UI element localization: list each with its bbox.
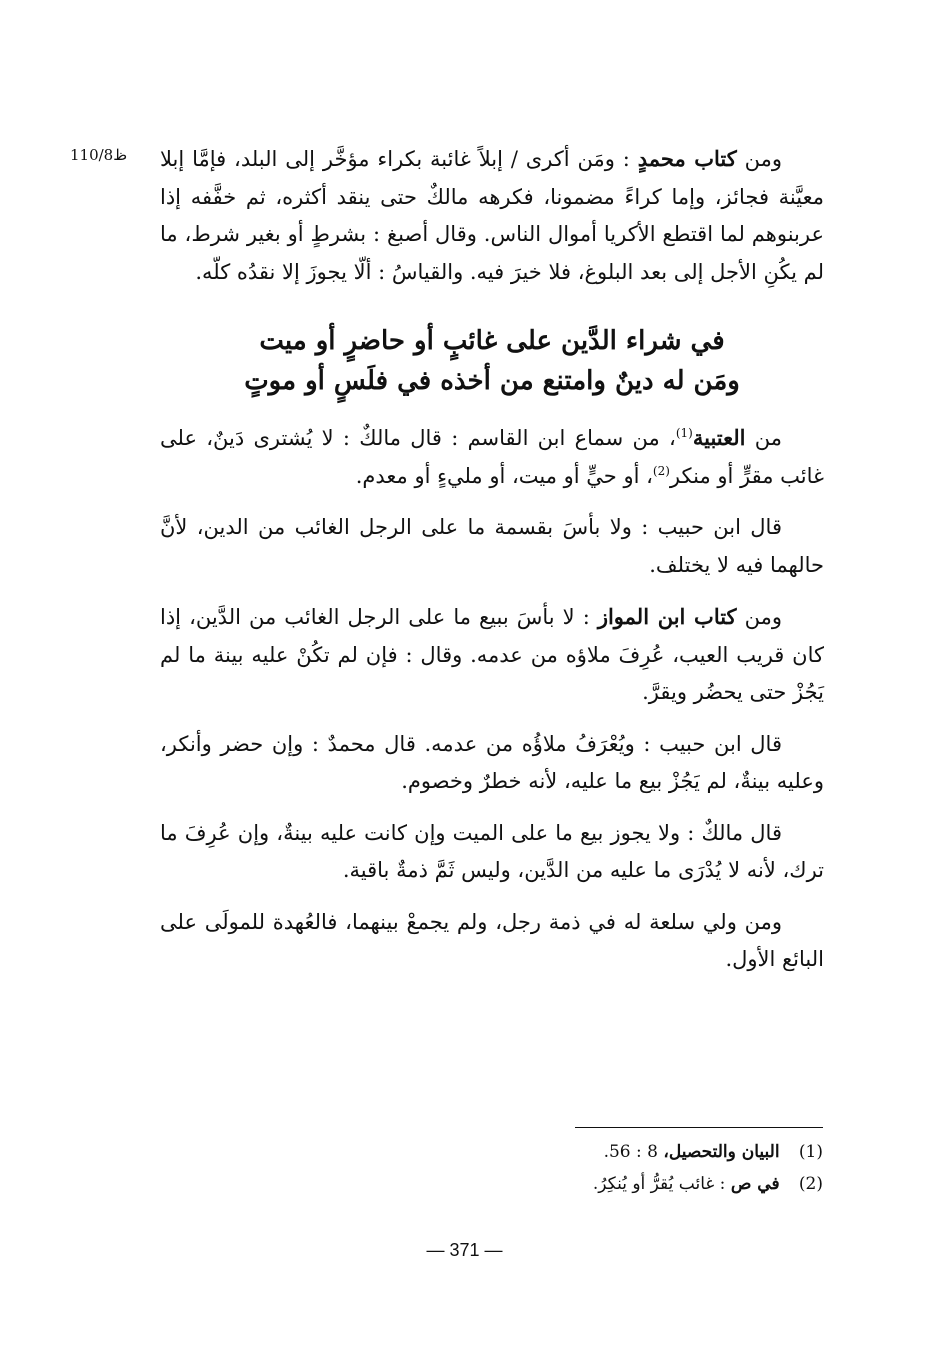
para3-text: : لا بأسَ ببيع ما على الرجل الغائب من الدَّين، إذا كان قريب العيب، عُرِفَ ملاؤه من عدمه. وقال : فإن لم تكُنْ عليه بينة ما لم يَجُزْ حتى يحضُر ويقرَّ. <box>160 605 824 704</box>
para1-source: العتبية <box>692 425 746 450</box>
paragraph-3 <box>160 598 824 712</box>
footnote-1-text: 8 : 56. <box>603 1142 664 1162</box>
main-text <box>160 140 824 993</box>
para1-text-a: ، من سماع ابن القاسم : قال مالكٌ : لا يُشترى دَينٌ، على غائب مقرٍّ أو منكر <box>160 426 824 488</box>
section-heading-line-1: في شراء الدَّين على غائبٍ أو حاضرٍ أو ميت <box>259 326 725 356</box>
para3-source: كتاب ابن المواز <box>597 604 737 629</box>
footnote-2-source: في ص <box>730 1174 780 1194</box>
section-heading-line-2: ومَن له دينٌ وامتنع من أخذه في فلَسٍ أو موتٍ <box>244 366 740 396</box>
intro-text: : ومَن أكرى / إبلاً غائبة بكراء مؤخَّر إلى البلد، فإمَّا إبلا معيَّنة فجائز، وإما كراءً مضمونا، فكرهه مالكٌ حتى ينقد أكثره، ثم خفَّفه إذا عربنوهم لما اقتطع الأكريا أموال الناس. وقال أصبغ : بشرطٍ أو بغير شرط، ما لم يكُنِ الأجل إلى بعد البلوغ، فلا خيرَ فيه. والقياسُ : ألّا يجوزَ إلا نقدُه كلّه. <box>160 147 824 284</box>
intro-lead: ومن <box>736 147 783 171</box>
footnote-1-number: (1) <box>798 1142 823 1162</box>
margin-folio-note: 110/8ظ <box>70 146 128 164</box>
footnote-1 <box>420 1136 823 1168</box>
footnote-2 <box>420 1168 823 1200</box>
footnote-ref-2[interactable]: (2) <box>652 463 670 478</box>
footnote-1-source: البيان والتحصيل، <box>663 1142 780 1162</box>
para3-lead: ومن <box>736 605 782 629</box>
footnotes <box>420 1136 823 1200</box>
para1-text-b: ، أو حيٍّ أو ميت، أو مليءٍ أو معدم. <box>355 463 653 488</box>
page-number: — 371 — <box>426 1240 503 1260</box>
paragraph-1 <box>160 419 824 495</box>
footnote-2-text: : غائب يُقرُّ أو يُنكِرُ. <box>592 1174 731 1194</box>
section-heading <box>160 321 824 401</box>
paragraph-6: ومن ولي سلعة له في ذمة رجل، ولم يجمعْ بينهما، فالعُهدة للمولَى على البائع الأول. <box>160 909 824 971</box>
paragraph-5: قال مالكٌ : ولا يجوز بيع ما على الميت وإن كانت عليه بينةٌ، وإن عُرِفَ ما ترك، لأنه لا يُدْرَى ما عليه من الدَّين، وليس ثَمَّ ذمةٌ باقية. <box>160 820 824 882</box>
footnote-2-number: (2) <box>798 1174 823 1194</box>
intro-paragraph <box>160 140 824 291</box>
paragraph-4: قال ابن حبيب : ويُعْرَفُ ملاؤُه من عدمه. قال محمدٌ : وإن حضر وأنكر، وعليه بينةٌ، لم يَجُزْ بيع ما عليه، لأنه خطرٌ وخصوم. <box>160 731 824 793</box>
para1-lead: من <box>745 426 782 450</box>
footnote-separator <box>575 1127 823 1128</box>
paragraph-2: قال ابن حبيب : ولا بأسَ بقسمة ما على الرجل الغائب من الدين، لأنَّ حالهما فيه لا يختلف. <box>160 515 824 577</box>
intro-source: كتاب محمدٍ <box>637 146 737 171</box>
footnote-ref-1[interactable]: (1) <box>675 426 693 440</box>
